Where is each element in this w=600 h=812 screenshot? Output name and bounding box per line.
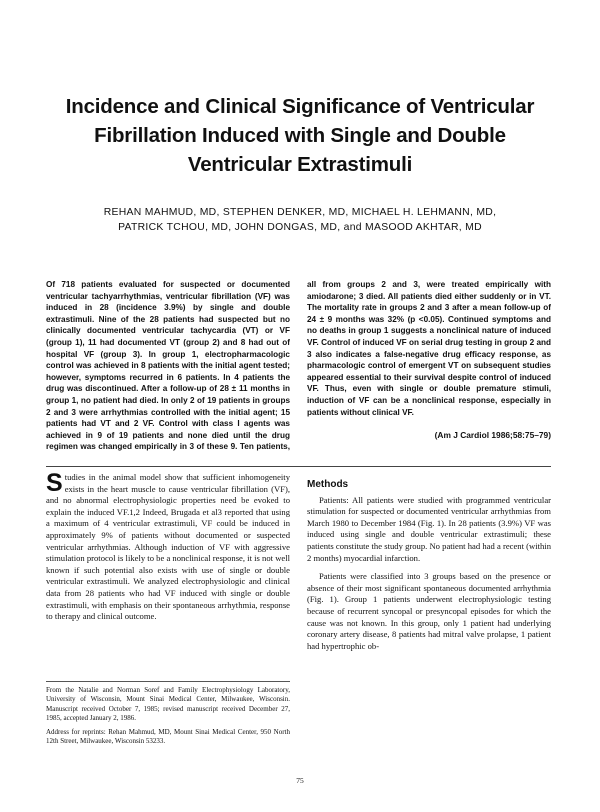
article-title [60, 92, 540, 179]
page-number: 75 [296, 776, 304, 785]
footnote-divider [46, 681, 290, 682]
drop-cap: S [46, 472, 63, 497]
intro-text: tudies in the animal model show that sufficient inhomogeneity exists in the heart muscle to cause ventricular fibrillation (VF), and no abnormal electrophysiologic properties need be evoked to explain the induced VF.1,2 Indeed, Brugada et al3 reported that using a maximum of 4 ventricular extrastimuli, VF could be induced in approximately 9% of patients without documented or suspected ventricular arrhythmias. Although induction of VF with aggressive stimulation protocol is likely to be a nonclinical response, it is not well known if such potential also exists with use of single or double ventricular extrastimuli. We analyzed electrophysiologic and clinical data from 28 patients who had VF induced with single or double extrastimuli, with emphasis on their spontaneous arrhythmia, response to therapy and clinical outcome. [46, 472, 290, 622]
author-line: REHAN MAHMUD, MD, STEPHEN DENKER, MD, MICHAEL H. LEHMANN, MD, [103, 207, 497, 218]
methods-paragraph: Patients were classified into 3 groups based on the presence or absence of their most significant spontaneous documented arrhythmia (Fig. 1). Group 1 patients underwent electrophysiologic testing because of recurrent syncopal or presyncopal episodes for which the cause was not known. In this group, only 1 patient had underlying coronary artery disease, 8 patients had mitral valve prolapse, 1 patient had hypertrophic ob- [307, 571, 551, 651]
section-heading-methods: Methods [307, 479, 349, 490]
title-line: Incidence and Clinical Significance of Ventricular [65, 95, 535, 118]
abstract-divider [46, 466, 551, 467]
journal-citation: (Am J Cardiol 1986;58:75–79) [434, 430, 551, 441]
abstract [46, 279, 551, 453]
affiliation-note: From the Natalie and Norman Soref and Family Electrophysiology Laboratory, University of Wisconsin, Mount Sinai Medical Center, Milwaukee, Wisconsin. Manuscript received October 7, 1985; revised manuscript received December 27, 1985, accepted January 2, 1986. [46, 686, 290, 723]
title-line: Ventricular Extrastimuli [187, 153, 413, 176]
methods-paragraph: Patients: All patients were studied with programmed ventricular stimulation for suspected or documented ventricular arrhythmias from March 1980 to December 1984 (Fig. 1). In 28 patients (3.9%) VF was induced using single and double ventricular extrastimuli; these patients constitute the study group. No patient had had a recent (within 2 months) myocardial infarction. [307, 494, 551, 563]
abstract-text: Of 718 patients evaluated for suspected or documented ventricular tachyarrhythmias, ventricular fibrillation (VF) was induced in 28 (incidence 3.9%) by single and double extrastimuli. Nine of the 28 patients had suspected but no clinically documented ventricular tachycardia (VT) or VF (group 1), 11 had documented VT (group 2) and 8 had out of hospital VF (group 3). In group 1, electropharmacologic control was achieved in 8 patients with the initial agent tested; however, symptoms recurred in 6 patients. In 4 patients the drug was discontinued. After a follow-up of 28 ± 11 months in group 1, no patient had died. In only 2 of 19 patients in groups 2 and 3 were arrhythmias controlled with the initial agent; 15 patients had VT and 2 VF. Control with class I agents was achieved in 9 of 19 patients and none died until the drug regimen was changed empirically in 3 of these 9. Ten patients, all from groups 2 and 3, were treated empirically with amiodarone; 3 died. All patients died either suddenly or in VT. The mortality rate in groups 2 and 3 after a mean follow-up of 24 ± 9 months was 32% (p <0.05). Continued symptoms and no deaths in group 1 suggests a nonclinical nature of induced VF. Control of induced VF on serial drug testing in group 2 and 3 also indicates a false-negative drug efficacy response, as pharmacologic control of emergent VT on subsequent studies appeared essential to their survival despite control of induced VF. Thus, even with single or double premature stimuli, induction of VF can be a nonclinical response, especially in patients without clinical VF. [46, 280, 551, 452]
footnotes [46, 686, 290, 746]
reprint-note: Address for reprints: Rehan Mahmud, MD, Mount Sinai Medical Center, 950 North 12th Street, Milwaukee, Wisconsin 53233. [46, 727, 290, 746]
intro-paragraph [46, 472, 290, 672]
author-line: PATRICK TCHOU, MD, JOHN DONGAS, MD, and MASOOD AKHTAR, MD [118, 222, 482, 233]
author-list [40, 205, 560, 235]
title-line: Fibrillation Induced with Single and Double [94, 124, 506, 147]
